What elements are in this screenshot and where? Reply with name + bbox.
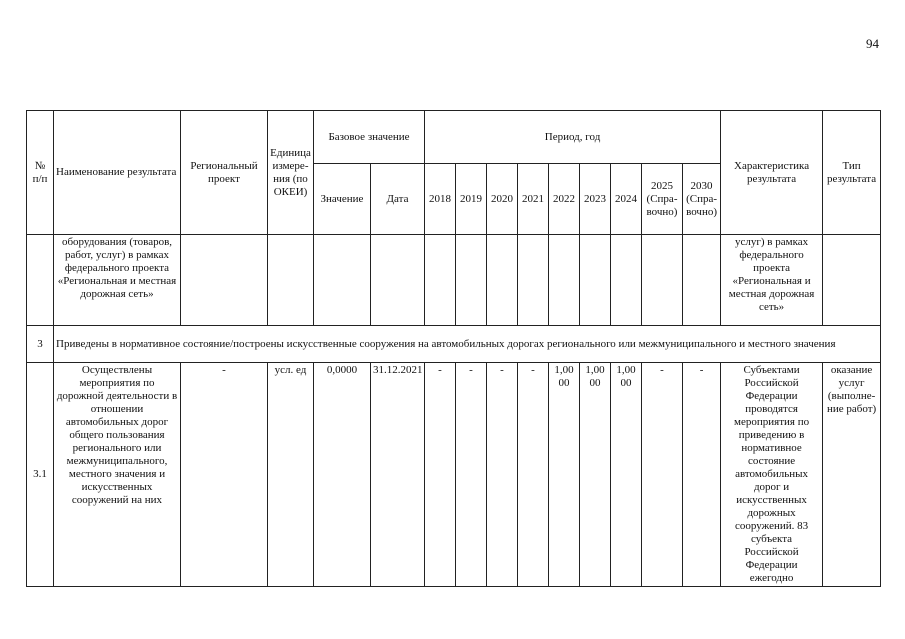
header-characteristic: Характеристика результата (721, 111, 823, 235)
cell-regional-project: - (181, 363, 268, 587)
page-number: 94 (866, 36, 879, 51)
cell-year-value: 1,00 00 (549, 363, 580, 587)
header-year: 2021 (518, 164, 549, 235)
header-year: 2030 (Спра-вочно) (683, 164, 721, 235)
cell-result-name: Осуществлены мероприятия по дорожной деятельности в отношении автомобильных дорог общего пользования регионального или межмуниципального, местного значения и искусственных сооружений на них (54, 363, 181, 587)
cell-empty (487, 235, 518, 326)
cell-section-number: 3 (27, 326, 54, 363)
cell-year-value: - (487, 363, 518, 587)
cell-number (27, 235, 54, 326)
cell-empty (518, 235, 549, 326)
header-base-value-date: Дата (371, 164, 425, 235)
cell-empty (683, 235, 721, 326)
header-year: 2024 (611, 164, 642, 235)
cell-empty (268, 235, 314, 326)
cell-year-value: - (642, 363, 683, 587)
header-regional-project: Региональный проект (181, 111, 268, 235)
header-year: 2020 (487, 164, 518, 235)
cell-year-value: - (456, 363, 487, 587)
table-row-3-1 (27, 363, 881, 587)
header-year: 2023 (580, 164, 611, 235)
results-table-wrapper (26, 110, 881, 587)
cell-result-type: оказание услуг (выполне-ние работ) (823, 363, 881, 587)
cell-year-value: - (425, 363, 456, 587)
cell-year-value: 1,00 00 (611, 363, 642, 587)
cell-base-date: 31.12.2021 (371, 363, 425, 587)
header-base-value: Базовое значение (314, 111, 425, 164)
cell-result-name: оборудования (товаров, работ, услуг) в рамках федерального проекта «Региональная и местная дорожная сеть» (54, 235, 181, 326)
header-base-value-value: Значение (314, 164, 371, 235)
cell-empty (549, 235, 580, 326)
cell-section-title: Приведены в нормативное состояние/построены искусственные сооружения на автомобильных дорогах регионального или межмуниципального и местного значения (54, 326, 881, 363)
cell-empty (314, 235, 371, 326)
header-result-type: Тип результата (823, 111, 881, 235)
cell-empty (823, 235, 881, 326)
cell-unit: усл. ед (268, 363, 314, 587)
cell-year-value: - (683, 363, 721, 587)
cell-empty (580, 235, 611, 326)
cell-empty (611, 235, 642, 326)
header-unit: Единица измере-ния (по ОКЕИ) (268, 111, 314, 235)
cell-empty (371, 235, 425, 326)
table-row-section (27, 326, 881, 363)
cell-empty (456, 235, 487, 326)
header-year: 2022 (549, 164, 580, 235)
results-table (26, 110, 881, 587)
cell-empty (425, 235, 456, 326)
header-year: 2025 (Спра-вочно) (642, 164, 683, 235)
cell-base-value: 0,0000 (314, 363, 371, 587)
header-number: № п/п (27, 111, 54, 235)
table-header-row-1 (27, 111, 881, 164)
cell-characteristic: Субъектами Российской Федерации проводятся мероприятия по приведению в нормативное состояние автомобильных дорог и искусственных дорожных сооружений. 83 субъекта Российской Федерации ежегодно (721, 363, 823, 587)
cell-number: 3.1 (27, 363, 54, 587)
table-row-continuation (27, 235, 881, 326)
header-year: 2019 (456, 164, 487, 235)
cell-empty (181, 235, 268, 326)
cell-empty (642, 235, 683, 326)
header-year: 2018 (425, 164, 456, 235)
cell-year-value: 1,00 00 (580, 363, 611, 587)
header-period: Период, год (425, 111, 721, 164)
cell-year-value: - (518, 363, 549, 587)
header-result-name: Наименование результата (54, 111, 181, 235)
cell-characteristic: услуг) в рамках федерального проекта «Региональная и местная дорожная сеть» (721, 235, 823, 326)
